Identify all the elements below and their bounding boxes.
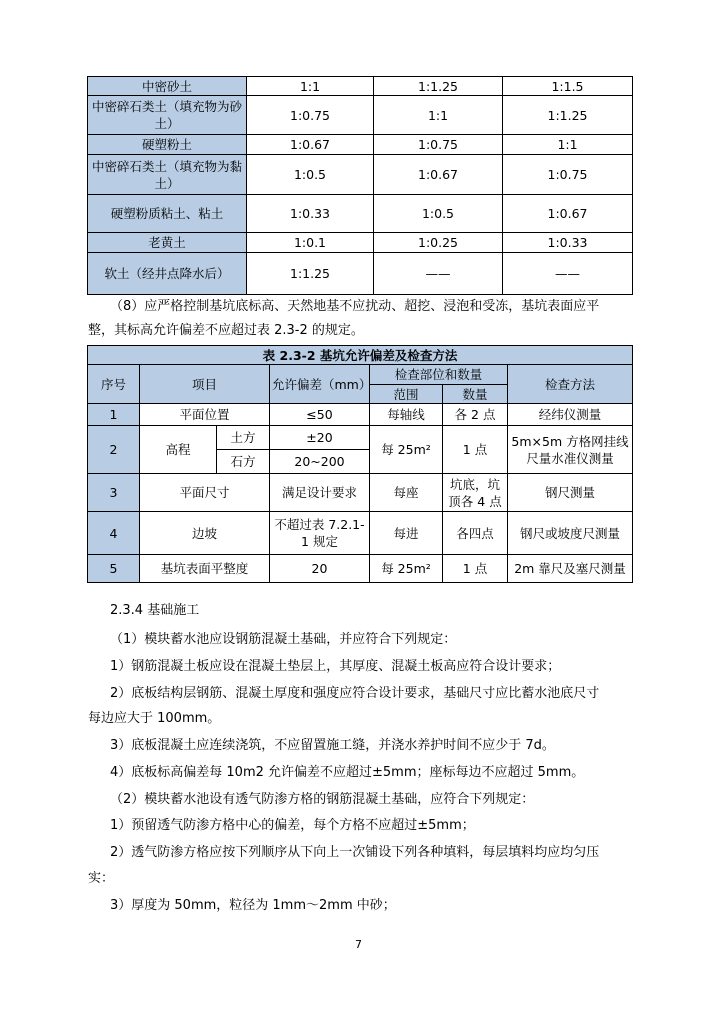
slope-value: 1:0.67 <box>374 155 503 195</box>
slope-value: 1:0.5 <box>247 155 374 195</box>
slope-value: 1:0.75 <box>247 96 374 135</box>
slope-value: 1:0.75 <box>374 135 503 155</box>
row-qty: 坑底，坑顶各 4 点 <box>443 474 508 512</box>
header-item: 项目 <box>140 365 270 404</box>
header-check-scope: 检查部位和数量 <box>370 365 508 385</box>
row-allowance: 20 <box>270 555 370 583</box>
body-line: 3）厚度为 50mm，粒径为 1mm～2mm 中砂； <box>110 898 396 913</box>
row-subitem: 土方 <box>217 426 270 450</box>
slope-ratio-table <box>87 76 633 295</box>
row-no: 3 <box>88 474 140 512</box>
table-row <box>88 426 633 450</box>
row-qty: 各四点 <box>443 512 508 555</box>
body-line: 2）透气防渗方格应按下列顺序从下向上一次铺设下列各种填料，每层填料均应均匀压 <box>110 845 600 860</box>
row-allowance: ±20 <box>270 426 370 450</box>
row-qty: 1 点 <box>443 426 508 474</box>
body-line: 4）底板标高偏差每 10m2 允许偏差不应超过±5mm；座标每边不应超过 5mm。 <box>110 765 585 780</box>
slope-value: 1:0.67 <box>247 135 374 155</box>
section-heading: 2.3.4 基础施工 <box>110 603 200 618</box>
table-row <box>88 195 633 233</box>
row-method: 5m×5m 方格网挂线尺量水准仪测量 <box>508 426 633 474</box>
slope-value: 1:1.25 <box>503 96 633 135</box>
body-line: 3）底板混凝土应连续浇筑，不应留置施工缝，并浇水养护时间不应少于 7d。 <box>110 738 555 753</box>
row-allowance: 20~200 <box>270 450 370 474</box>
row-allowance: 满足设计要求 <box>270 474 370 512</box>
table-row <box>88 253 633 295</box>
table-row <box>88 474 633 512</box>
slope-value: 1:1 <box>374 96 503 135</box>
row-qty: 各 2 点 <box>443 404 508 426</box>
soil-type: 软土（经井点降水后） <box>88 253 247 295</box>
slope-value: 1:1.5 <box>503 77 633 96</box>
row-qty: 1 点 <box>443 555 508 583</box>
row-range: 每进 <box>370 512 443 555</box>
row-item: 平面尺寸 <box>140 474 270 512</box>
table-row <box>88 555 633 583</box>
body-line: （1）模块蓄水池应设钢筋混凝土基础，并应符合下列规定： <box>110 632 457 647</box>
row-no: 5 <box>88 555 140 583</box>
soil-type: 硬塑粉质粘土、粘土 <box>88 195 247 233</box>
soil-type: 中密砂土 <box>88 77 247 96</box>
table-row <box>88 233 633 253</box>
slope-value: 1:0.67 <box>503 195 633 233</box>
slope-value: 1:0.1 <box>247 233 374 253</box>
row-range: 每座 <box>370 474 443 512</box>
body-line: 每边应大于 100mm。 <box>88 711 221 726</box>
pit-tolerance-table <box>87 345 633 583</box>
row-allowance: 不超过表 7.2.1-1 规定 <box>270 512 370 555</box>
header-method: 检查方法 <box>508 365 633 404</box>
slope-value: 1:0.33 <box>247 195 374 233</box>
slope-value: —— <box>374 253 503 295</box>
row-item: 基坑表面平整度 <box>140 555 270 583</box>
body-line: 实： <box>88 871 115 886</box>
slope-value: 1:1.25 <box>247 253 374 295</box>
body-line: 2）底板结构层钢筋、混凝土厚度和强度应符合设计要求，基础尺寸应比蓄水池底尺寸 <box>110 686 600 701</box>
row-item: 高程 <box>140 426 217 474</box>
slope-value: —— <box>503 253 633 295</box>
soil-type: 老黄土 <box>88 233 247 253</box>
slope-value: 1:0.75 <box>503 155 633 195</box>
body-line: （2）模块蓄水池设有透气防渗方格的钢筋混凝土基础，应符合下列规定： <box>110 792 535 807</box>
soil-type: 硬塑粉土 <box>88 135 247 155</box>
row-range: 每 25m² <box>370 555 443 583</box>
header-range: 范围 <box>370 385 443 404</box>
table-row <box>88 155 633 195</box>
soil-type: 中密碎石类土（填充物为黏土） <box>88 155 247 195</box>
paragraph-8-line2: 整，其标高允许偏差不应超过表 2.3-2 的规定。 <box>88 323 364 338</box>
row-no: 4 <box>88 512 140 555</box>
header-no: 序号 <box>88 365 140 404</box>
slope-value: 1:1.25 <box>374 77 503 96</box>
row-no: 2 <box>88 426 140 474</box>
paragraph-8-line1: （8）应严格控制基坑底标高、天然地基不应扰动、超挖、浸泡和受冻，基坑表面应平 <box>110 299 600 314</box>
slope-value: 1:1 <box>503 135 633 155</box>
row-allowance: ≤50 <box>270 404 370 426</box>
row-method: 2m 靠尺及塞尺测量 <box>508 555 633 583</box>
page-number: 7 <box>355 938 362 951</box>
table-caption: 表 2.3-2 基坑允许偏差及检查方法 <box>88 346 633 365</box>
row-subitem: 石方 <box>217 450 270 474</box>
row-item: 平面位置 <box>140 404 270 426</box>
row-method: 钢尺或坡度尺测量 <box>508 512 633 555</box>
row-range: 每 25m² <box>370 426 443 474</box>
soil-type: 中密碎石类土（填充物为砂土） <box>88 96 247 135</box>
table-row <box>88 404 633 426</box>
body-line: 1）钢筋混凝土板应设在混凝土垫层上，其厚度、混凝土板高应符合设计要求； <box>110 659 561 674</box>
body-line: 1）预留透气防渗方格中心的偏差，每个方格不应超过±5mm； <box>110 818 475 833</box>
table-row <box>88 135 633 155</box>
table-row <box>88 96 633 135</box>
slope-value: 1:0.5 <box>374 195 503 233</box>
row-item: 边坡 <box>140 512 270 555</box>
row-range: 每轴线 <box>370 404 443 426</box>
header-qty: 数量 <box>443 385 508 404</box>
row-method: 钢尺测量 <box>508 474 633 512</box>
slope-value: 1:0.25 <box>374 233 503 253</box>
row-method: 经纬仪测量 <box>508 404 633 426</box>
table-row <box>88 512 633 555</box>
header-allowance: 允许偏差（mm） <box>270 365 370 404</box>
row-no: 1 <box>88 404 140 426</box>
slope-value: 1:0.33 <box>503 233 633 253</box>
slope-value: 1:1 <box>247 77 374 96</box>
table-row <box>88 77 633 96</box>
